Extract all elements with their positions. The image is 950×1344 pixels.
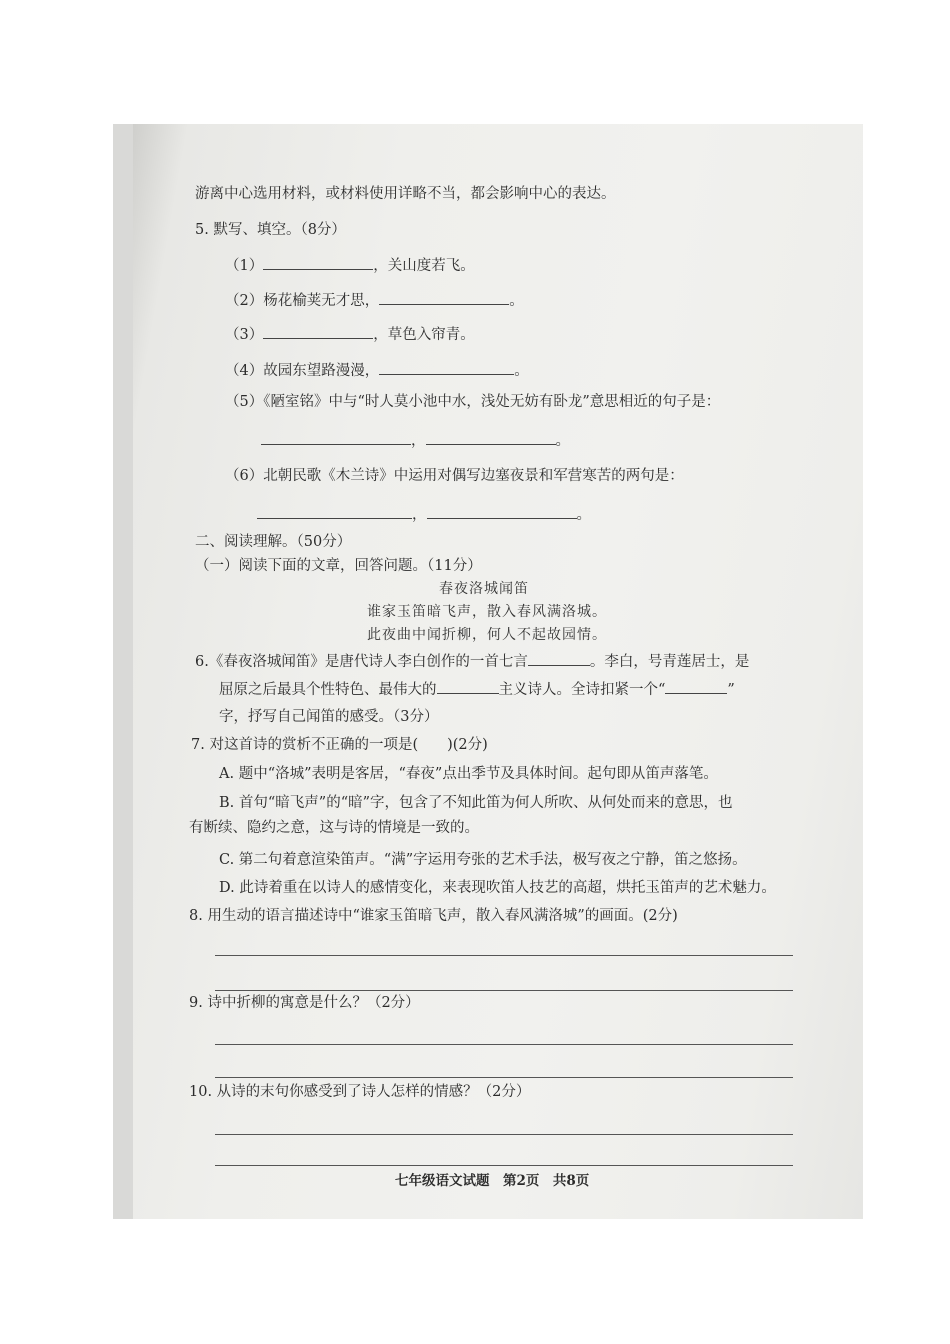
q5-item-6-blanks xyxy=(257,504,591,525)
q5-item-4-end: 。 xyxy=(514,363,529,379)
answer-blank[interactable] xyxy=(261,430,411,445)
q5-item-4-text: （4）故园东望路漫漫， xyxy=(225,363,380,379)
question-10: 10. 从诗的末句你感受到了诗人怎样的情感？（2分） xyxy=(189,1084,531,1100)
q6-text-d: 主义诗人。全诗扣紧一个“ xyxy=(498,682,666,698)
q7-option-a: A. 题中“洛城”表明是客居，“春夜”点出季节及具体时间。起句即从笛声落笔。 xyxy=(219,766,718,782)
q5-item-1-num: （1） xyxy=(225,258,264,274)
answer-blank[interactable] xyxy=(427,504,577,519)
q5-item-3-num: （3） xyxy=(225,327,264,343)
q5-item-6: （6）北朝民歌《木兰诗》中运用对偶写边塞夜景和军营寒苦的两句是： xyxy=(225,468,684,484)
question-5-heading: 5. 默写、填空。（8分） xyxy=(195,222,346,238)
q5-item-4 xyxy=(225,360,529,381)
poem-line-1: 谁家玉笛暗飞声，散入春风满洛城。 xyxy=(367,604,607,620)
answer-line[interactable] xyxy=(215,990,793,991)
answer-line[interactable] xyxy=(215,955,793,956)
q5-item-1-text: ，关山度若飞。 xyxy=(373,258,475,274)
q5-item-5-end: 。 xyxy=(555,433,570,449)
answer-blank[interactable] xyxy=(528,651,590,666)
answer-blank[interactable] xyxy=(263,324,373,339)
answer-blank[interactable] xyxy=(665,679,727,694)
section-2-heading: 二、阅读理解。（50分） xyxy=(195,534,352,550)
q7-option-b-line-1: B. 首句“暗飞声”的“暗”字，包含了不知此笛为何人所吹、从何处而来的意思，也 xyxy=(219,795,733,811)
q5-item-3 xyxy=(225,324,475,345)
question-6-line-1 xyxy=(195,651,749,672)
q6-text-a: 6.《春夜洛城闻笛》是唐代诗人李白创作的一首七言 xyxy=(195,654,528,670)
q6-text-b: 。李白，号青莲居士，是 xyxy=(589,654,750,670)
question-7: 7. 对这首诗的赏析不正确的一项是( )(2分) xyxy=(191,737,488,753)
q5-item-1 xyxy=(225,255,475,276)
answer-blank[interactable] xyxy=(379,290,509,305)
q5-item-2-end: 。 xyxy=(509,293,524,309)
answer-blank[interactable] xyxy=(437,679,499,694)
answer-blank[interactable] xyxy=(426,430,556,445)
q7-option-c: C. 第二句着意渲染笛声。“满”字运用夸张的艺术手法，极写夜之宁静，笛之悠扬。 xyxy=(219,852,747,868)
q5-item-6-end: 。 xyxy=(576,507,591,523)
answer-line[interactable] xyxy=(215,1044,793,1045)
q6-text-c: 屈原之后最具个性特色、最伟大的 xyxy=(219,682,437,698)
q6-text-e: ” xyxy=(727,682,735,698)
q5-item-5-comma: ， xyxy=(411,433,426,449)
answer-line[interactable] xyxy=(215,1165,793,1166)
q5-item-5-blanks xyxy=(261,430,570,451)
answer-line[interactable] xyxy=(215,1134,793,1135)
answer-blank[interactable] xyxy=(257,504,412,519)
question-6-line-3: 字，抒写自己闻笛的感受。（3分） xyxy=(219,709,439,725)
section-2-part-1-heading: （一）阅读下面的文章，回答问题。（11分） xyxy=(195,558,482,574)
q7-option-b-line-2: 有断续、隐约之意，这与诗的情境是一致的。 xyxy=(189,820,479,836)
q5-item-2-text: （2）杨花榆荚无才思， xyxy=(225,293,380,309)
answer-blank[interactable] xyxy=(379,360,514,375)
question-6-line-2 xyxy=(219,679,735,700)
page-footer: 七年级语文试题 第2页 共8页 xyxy=(395,1173,590,1189)
q5-item-3-text: ，草色入帘青。 xyxy=(373,327,475,343)
question-9: 9. 诗中折柳的寓意是什么？（2分） xyxy=(189,995,420,1011)
q5-item-6-comma: ， xyxy=(412,507,427,523)
q5-item-5: （5）《陋室铭》中与“时人莫小池中水，浅处无妨有卧龙”意思相近的句子是： xyxy=(225,394,721,410)
answer-line[interactable] xyxy=(215,1077,793,1078)
photo-frame xyxy=(113,124,863,1219)
poem-line-2: 此夜曲中闻折柳，何人不起故园情。 xyxy=(367,627,607,643)
answer-blank[interactable] xyxy=(263,255,373,270)
exam-paper xyxy=(133,124,863,1219)
q5-item-2 xyxy=(225,290,524,311)
poem-title: 春夜洛城闻笛 xyxy=(439,581,529,597)
text-line: 游离中心选用材料，或材料使用详略不当，都会影响中心的表达。 xyxy=(195,186,616,202)
q7-option-d: D. 此诗着重在以诗人的感情变化，来表现吹笛人技艺的高超，烘托玉笛声的艺术魅力。 xyxy=(219,880,776,896)
question-8: 8. 用生动的语言描述诗中“谁家玉笛暗飞声，散入春风满洛城”的画面。(2分) xyxy=(189,908,678,924)
